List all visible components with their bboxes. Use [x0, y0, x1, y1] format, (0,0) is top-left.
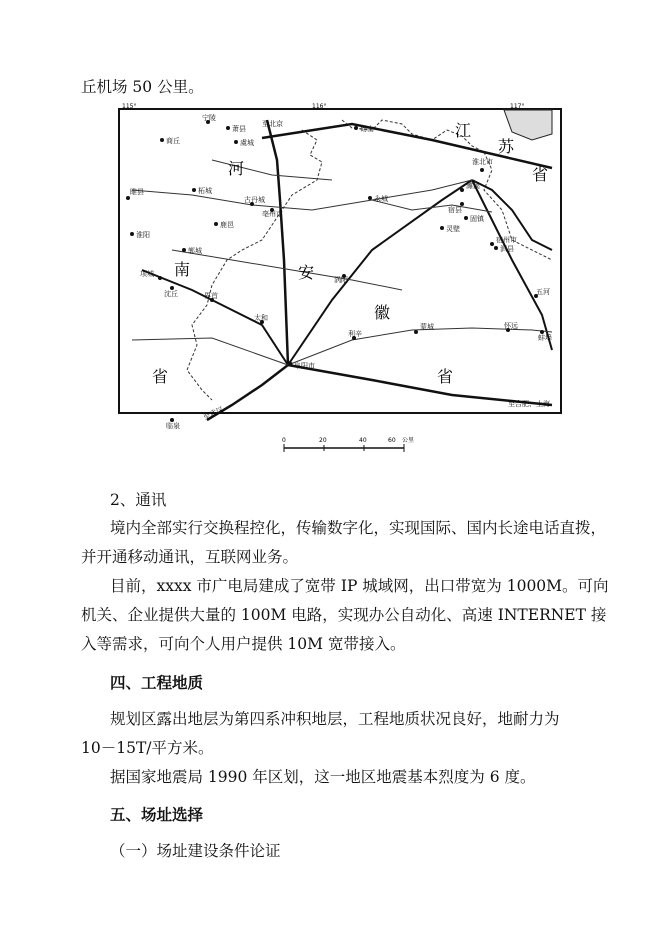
town-dot — [214, 222, 218, 226]
scale-bar — [282, 436, 414, 452]
section-4-heading: 四、工程地质 — [110, 674, 204, 692]
town-label: 太和 — [254, 314, 268, 322]
paragraph-line: 机关、企业提供大量的 100M 电路，实现办公自动化、高速 INTERNET 接 — [81, 606, 607, 624]
scale-unit: 公里 — [402, 437, 415, 444]
town-label: 濉溪 — [466, 182, 480, 190]
town-label: 泗县 — [500, 245, 514, 253]
paragraph-line: 目前，xxxx 市广电局建成了宽带 IP 城域网，出口带宽为 1000M。可向 — [110, 577, 609, 595]
railway-north — [267, 120, 288, 365]
town-label: 阜阳市 — [294, 362, 315, 370]
road — [288, 328, 552, 365]
subheading: （一）场址建设条件论证 — [110, 842, 281, 860]
town-label: 涡阳 — [334, 276, 348, 284]
scale-tick: 0 — [282, 437, 286, 444]
town-dot — [480, 168, 484, 172]
road-label: 至武汉 — [202, 405, 225, 422]
town-label: 商丘 — [166, 137, 180, 145]
railway-diag — [288, 180, 472, 365]
town-dot — [192, 188, 196, 192]
region-map — [112, 100, 572, 460]
town-label: 古丹城 — [244, 196, 265, 204]
town-dot — [182, 248, 186, 252]
town-dot — [288, 362, 293, 367]
town-label: 界首 — [204, 292, 218, 300]
province-label: 江 — [455, 121, 472, 140]
scale-tick: 40 — [359, 437, 367, 444]
section-2-heading: 2、通讯 — [110, 491, 167, 509]
paragraph-line: 据国家地震局 1990 年区划，这一地区地震基本烈度为 6 度。 — [110, 768, 536, 786]
scale-tick: 60 — [388, 437, 396, 444]
town-label: 蒙城 — [420, 323, 434, 331]
town-dot — [460, 188, 464, 192]
town-dot — [464, 216, 468, 220]
town-dot — [130, 232, 134, 236]
paragraph-line: 规划区露出地层为第四系冲积地层，工程地质状况良好，地耐力为 — [110, 710, 560, 728]
section-5-heading: 五、场址选择 — [110, 806, 204, 824]
town-dot — [490, 242, 494, 246]
town-label: 砀山 — [360, 125, 374, 133]
town-label: 蚌埠 — [538, 334, 552, 342]
town-label: 柘城 — [198, 187, 212, 195]
town-label: 萧县 — [232, 125, 246, 133]
road-label: 至合肥、上海 — [508, 400, 550, 408]
province-label: 河 — [228, 159, 245, 178]
lake — [504, 110, 552, 140]
province-label: 苏 — [498, 137, 515, 156]
town-label: 淮阳 — [136, 231, 150, 239]
town-label: 永城 — [374, 195, 388, 203]
town-dot — [354, 126, 358, 130]
town-label: 五河 — [536, 288, 550, 296]
town-dot — [368, 196, 372, 200]
town-label: 宿州市 — [496, 236, 517, 244]
town-label: 宁陵 — [202, 114, 216, 122]
province-label: 安 — [298, 263, 315, 282]
town-dot — [158, 276, 162, 280]
town-label: 沈丘 — [164, 290, 178, 298]
town-label: 固镇 — [470, 215, 484, 223]
town-dot — [126, 196, 130, 200]
town-label: 亳州市 — [262, 210, 283, 218]
town-label: 灵壁 — [446, 225, 460, 233]
scale-tick: 20 — [319, 437, 327, 444]
province-label: 徽 — [374, 303, 391, 322]
town-label: 睢县 — [130, 188, 144, 196]
text-line-top: 丘机场 50 公里。 — [81, 78, 204, 96]
paragraph-line: 并开通移动通讯，互联网业务。 — [81, 548, 299, 566]
road-label: 至北京 — [262, 120, 283, 128]
town-dot — [234, 140, 238, 144]
town-dot — [160, 138, 164, 142]
road — [132, 338, 288, 365]
longitude-label: 117° — [510, 103, 525, 110]
town-dot — [414, 330, 418, 334]
town-label: 鹿邑 — [220, 221, 234, 229]
town-label: 宿县 — [448, 206, 462, 214]
town-label: 郸城 — [188, 247, 202, 255]
paragraph-line: 境内全部实行交换程控化，传输数字化，实现国际、国内长途电话直拨， — [110, 519, 607, 537]
province-label: 省 — [437, 367, 454, 386]
town-label: 利辛 — [348, 330, 362, 338]
longitude-label: 115° — [122, 103, 137, 110]
town-label: 怀远 — [504, 322, 518, 330]
longitude-label: 116° — [312, 103, 327, 110]
paragraph-line: 入等需求，可向个人用户提供 10M 宽带接入。 — [81, 635, 406, 653]
town-label: 淮北市 — [472, 158, 493, 166]
town-label: 项城 — [140, 270, 154, 278]
railway-southeast — [288, 365, 552, 405]
road — [132, 180, 472, 210]
province-label: 省 — [532, 165, 549, 184]
province-label: 南 — [174, 260, 191, 279]
town-label: 临泉 — [166, 422, 180, 430]
town-dot — [494, 246, 498, 250]
town-label: 虞城 — [240, 139, 254, 147]
province-label: 省 — [152, 367, 169, 386]
paragraph-line: 10－15T/平方米。 — [81, 739, 214, 757]
town-dot — [226, 126, 230, 130]
town-dot — [440, 226, 444, 230]
